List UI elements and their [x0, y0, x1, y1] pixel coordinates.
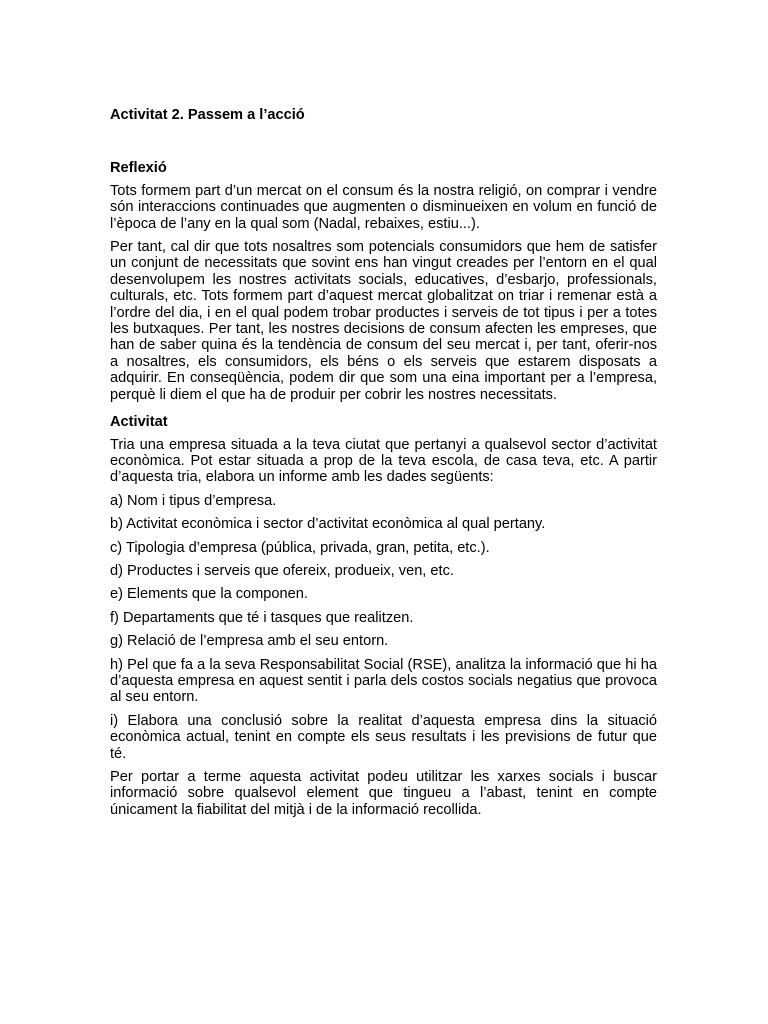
- list-item: f) Departaments que té i tasques que realitzen.: [110, 609, 414, 626]
- activity-list: [110, 493, 657, 762]
- reflection-paragraph-2: Per tant, cal dir que tots nosaltres som potencials consumidors que hem de satisfer un conjunt de necessitats que sovint ens han vingut creades per l’entorn en el qual desenvolupem les nostres activitats socials, educatives, d’esbarjo, professionals, culturals, etc. Tots formem part d’aquest mercat globalitzat on triar i remenar està a l’ordre del dia, i en el qual podem trobar productes i serveis de tot tipus i per a totes les butxaques. Per tant, les nostres decisions de consum afecten les empreses, que han de saber quina és la tendència de consum del seu mercat i, per tant, oferir-nos a nosaltres, els consumidors, els béns o els serveis que estarem disposats a adquirir. En conseqüència, podem dir que som una eina important per a l’empresa, perquè li diem el que ha de produir per cobrir les nostres necessitats.: [110, 239, 657, 403]
- list-item: c) Tipologia d’empresa (pública, privada, gran, petita, etc.).: [110, 539, 490, 556]
- activity-closing: Per portar a terme aquesta activitat podeu utilitzar les xarxes socials i buscar informació sobre qualsevol element que tingueu a l’abast, tenint en compte únicament la fiabilitat del mitjà i de la informació recollida.: [110, 769, 657, 818]
- activity-intro: Tria una empresa situada a la teva ciutat que pertanyi a qualsevol sector d’activitat econòmica. Pot estar situada a prop de la teva escola, de casa teva, etc. A partir d’aquesta tria, elabora un informe amb les dades següents:: [110, 436, 657, 486]
- document-title: Activitat 2. Passem a l’acció: [110, 107, 305, 123]
- document-page: [110, 107, 657, 825]
- activity-heading: Activitat: [110, 414, 168, 431]
- list-item: g) Relació de l’empresa amb el seu entorn.: [110, 633, 389, 650]
- reflection-heading: Reflexió: [110, 160, 167, 177]
- list-item: a) Nom i tipus d’empresa.: [110, 492, 277, 509]
- reflection-paragraph-1: Tots formem part d’un mercat on el consum és la nostra religió, on comprar i vendre són interaccions continuades que augmenten o disminueixen en volum en funció de l’època de l’any en la qual som (Nadal, rebaixes, estiu...).: [110, 182, 657, 232]
- list-item: h) Pel que fa a la seva Responsabilitat Social (RSE), analitza la informació que hi ha d’aquesta empresa en aquest sentit i parla dels costos socials negatius que provoca al seu entorn.: [110, 656, 657, 706]
- list-item: b) Activitat econòmica i sector d’activitat econòmica al qual pertany.: [110, 516, 546, 533]
- list-item: i) Elabora una conclusió sobre la realitat d’aquesta empresa dins la situació econòmica actual, tenint en compte els seus resultats i les previsions de futur que té.: [110, 712, 657, 762]
- list-item: d) Productes i serveis que ofereix, produeix, ven, etc.: [110, 562, 454, 579]
- list-item: e) Elements que la componen.: [110, 586, 308, 603]
